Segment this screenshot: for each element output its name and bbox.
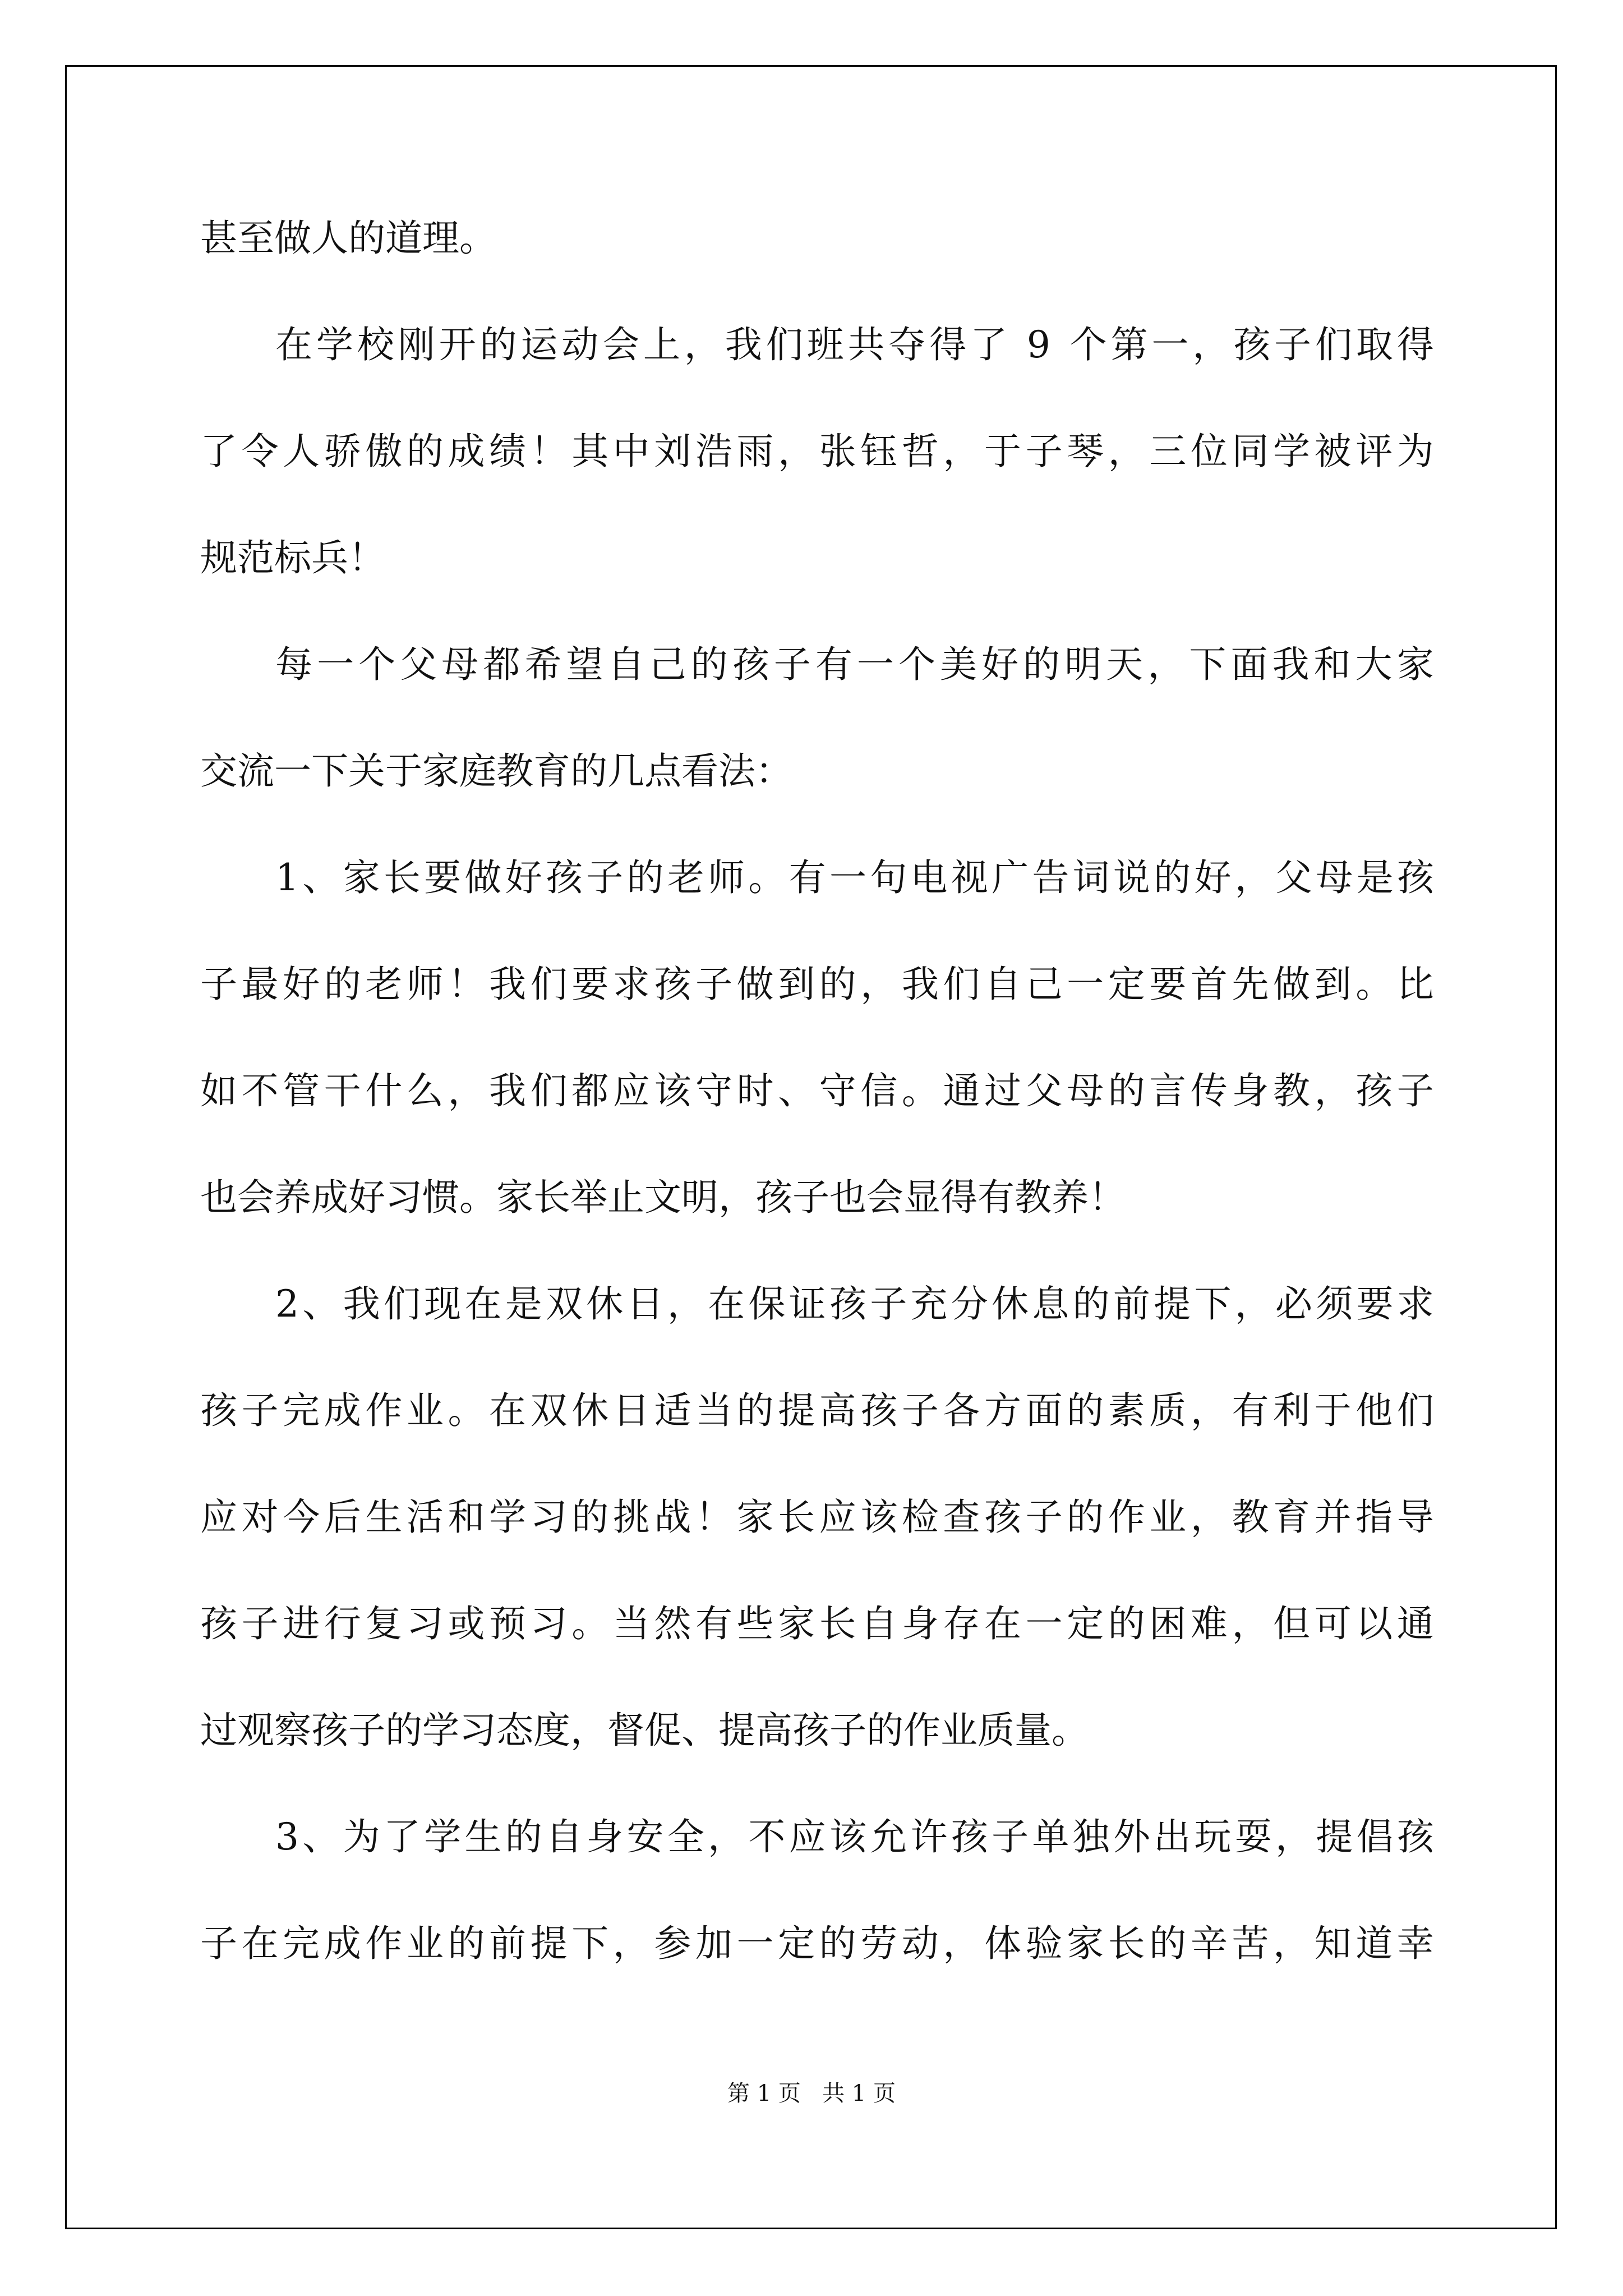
text-line: 孩 子 完 成 作 业 。 在 双 休 日 适 当 的 提 高 孩 子 各 方 面 的 素 质 ， 有 利 于 他 们 xyxy=(200,1389,1434,1432)
text-line: 也会养成好习惯。家长举止文明，孩子也会显得有教养！ xyxy=(200,1176,1126,1219)
page-footer: 第 1 页 共 1 页 xyxy=(727,2081,896,2106)
text-line: 应 对 今 后 生 活 和 学 习 的 挑 战 ！ 家 长 应 该 检 查 孩 子 的 作 业 ， 教 育 并 指 导 xyxy=(200,1496,1434,1539)
text-line: 每 一 个 父 母 都 希 望 自 己 的 孩 子 有 一 个 美 好 的 明 天 ， 下 面 我 和 大 家 xyxy=(275,643,1434,686)
text-line: 3 、 为 了 学 生 的 自 身 安 全 ， 不 应 该 允 许 孩 子 单 独 外 出 玩 耍 ， 提 倡 孩 xyxy=(275,1815,1434,1858)
text-line: 在 学 校 刚 开 的 运 动 会 上 ， 我 们 班 共 夺 得 了 9 个 第 一 ， 孩 子 们 取 得 xyxy=(275,323,1434,366)
text-line: 规范标兵！ xyxy=(200,536,385,579)
text-line: 2 、 我 们 现 在 是 双 休 日 ， 在 保 证 孩 子 充 分 休 息 的 前 提 下 ， 必 须 要 求 xyxy=(275,1282,1434,1326)
text-line: 过观察孩子的学习态度，督促、提高孩子的作业质量。 xyxy=(200,1709,1089,1752)
document-body xyxy=(200,208,1434,2019)
text-line: 子 最 好 的 老 师 ！ 我 们 要 求 孩 子 做 到 的 ， 我 们 自 己 一 定 要 首 先 做 到 。 比 xyxy=(200,963,1434,1006)
text-line: 子 在 完 成 作 业 的 前 提 下 ， 参 加 一 定 的 劳 动 ， 体 验 家 长 的 辛 苦 ， 知 道 幸 xyxy=(200,1922,1434,1965)
text-line: 了 令 人 骄 傲 的 成 绩 ！ 其 中 刘 浩 雨 ， 张 钰 哲 ， 于 子 琴 ， 三 位 同 学 被 评 为 xyxy=(200,430,1434,473)
text-line: 孩 子 进 行 复 习 或 预 习 。 当 然 有 些 家 长 自 身 存 在 一 定 的 困 难 ， 但 可 以 通 xyxy=(200,1602,1434,1645)
text-line: 1 、 家 长 要 做 好 孩 子 的 老 师 。 有 一 句 电 视 广 告 词 说 的 好 ， 父 母 是 孩 xyxy=(275,856,1434,899)
text-line: 如 不 管 干 什 么 ， 我 们 都 应 该 守 时 、 守 信 。 通 过 父 母 的 言 传 身 教 ， 孩 子 xyxy=(200,1069,1434,1112)
text-line: 甚至做人的道理。 xyxy=(200,217,496,260)
text-line: 交流一下关于家庭教育的几点看法： xyxy=(200,749,792,793)
